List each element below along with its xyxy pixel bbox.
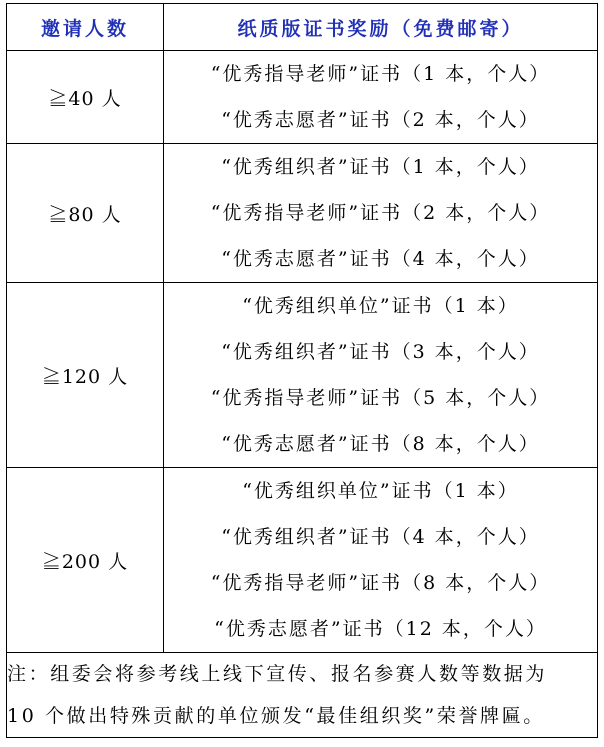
reward-item: “优秀组织单位”证书（1 本） <box>242 480 519 502</box>
header-reward: 纸质版证书奖励（免费邮寄） <box>164 4 598 51</box>
table-row <box>7 468 598 653</box>
reward-item: “优秀指导老师”证书（2 本，个人） <box>210 202 551 224</box>
threshold-cell: ≧80 人 <box>7 144 164 283</box>
table-row <box>7 51 598 144</box>
rewards-cell <box>164 51 598 144</box>
note-cell <box>7 653 598 738</box>
threshold-cell: ≧120 人 <box>7 283 164 468</box>
rewards-cell <box>164 283 598 468</box>
reward-item: “优秀志愿者”证书（4 本，个人） <box>221 248 540 270</box>
rewards-cell <box>164 468 598 653</box>
reward-item: “优秀组织者”证书（3 本，个人） <box>221 341 540 363</box>
note-line: 10 个做出特殊贡献的单位颁发“最佳组织奖”荣誉牌匾。 <box>7 705 545 727</box>
rewards-cell <box>164 144 598 283</box>
table-row <box>7 283 598 468</box>
reward-item: “优秀志愿者”证书（8 本，个人） <box>221 433 540 455</box>
reward-item: “优秀志愿者”证书（12 本，个人） <box>214 618 547 640</box>
threshold-cell: ≧200 人 <box>7 468 164 653</box>
reward-item: “优秀组织者”证书（1 本，个人） <box>221 156 540 178</box>
reward-item: “优秀指导老师”证书（5 本，个人） <box>210 387 551 409</box>
reward-item: “优秀指导老师”证书（8 本，个人） <box>210 572 551 594</box>
reward-item: “优秀组织单位”证书（1 本） <box>242 295 519 317</box>
note-row <box>7 653 598 738</box>
header-threshold: 邀请人数 <box>7 4 164 51</box>
table-row <box>7 144 598 283</box>
note-line: 注：组委会将参考线上线下宣传、报名参赛人数等数据为 <box>7 663 548 685</box>
reward-item: “优秀组织者”证书（4 本，个人） <box>221 526 540 548</box>
header-row <box>7 4 598 51</box>
threshold-cell: ≧40 人 <box>7 51 164 144</box>
reward-item: “优秀指导老师”证书（1 本，个人） <box>210 63 551 85</box>
reward-item: “优秀志愿者”证书（2 本，个人） <box>221 109 540 131</box>
rewards-table <box>6 3 598 738</box>
